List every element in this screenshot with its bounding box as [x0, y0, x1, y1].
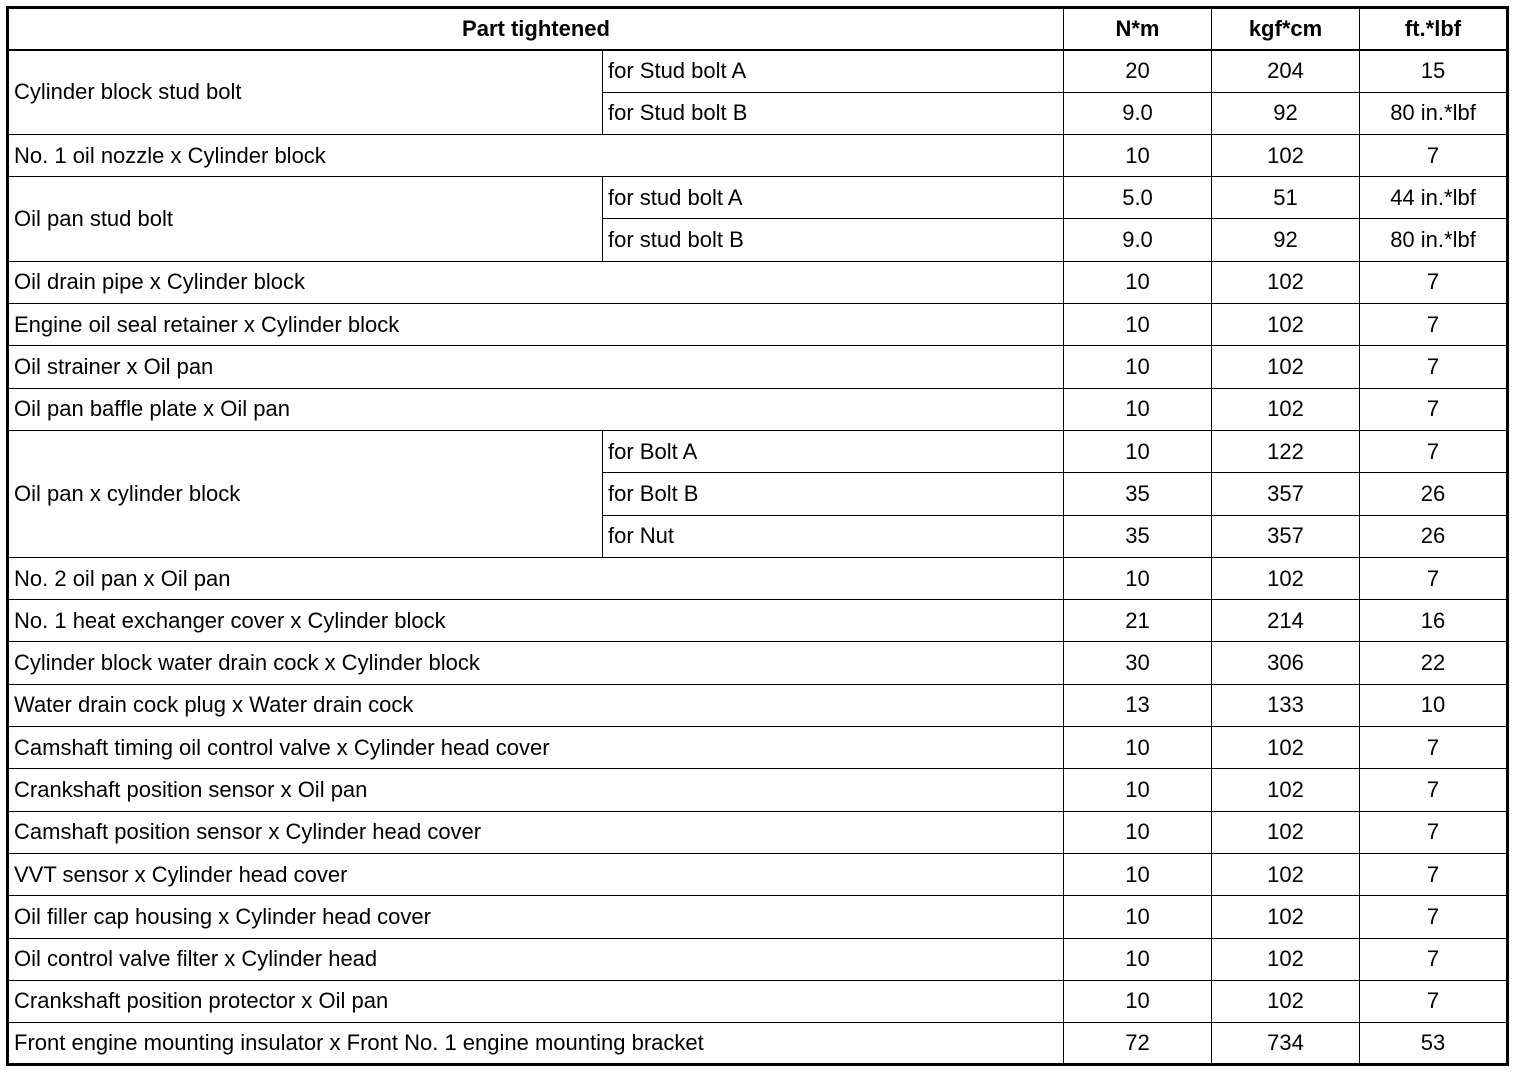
table-row [8, 853, 1508, 895]
table-row [8, 388, 1508, 430]
table-row [8, 50, 1508, 92]
torque-nm-cell: 10 [1064, 727, 1212, 769]
header-row [8, 8, 1508, 50]
part-name-cell: Crankshaft position sensor x Oil pan [8, 769, 1064, 811]
torque-kgf-cm-cell: 102 [1212, 896, 1360, 938]
sub-part-cell: for Bolt A [603, 430, 1064, 472]
torque-kgf-cm-cell: 51 [1212, 177, 1360, 219]
part-name-cell: VVT sensor x Cylinder head cover [8, 853, 1064, 895]
torque-nm-cell: 9.0 [1064, 219, 1212, 261]
torque-kgf-cm-cell: 102 [1212, 557, 1360, 599]
part-name-cell: Cylinder block water drain cock x Cylinder block [8, 642, 1064, 684]
torque-kgf-cm-cell: 102 [1212, 727, 1360, 769]
torque-kgf-cm-cell: 102 [1212, 853, 1360, 895]
part-name-cell: Cylinder block stud bolt [8, 50, 603, 135]
part-name-cell: Camshaft position sensor x Cylinder head cover [8, 811, 1064, 853]
torque-nm-cell: 10 [1064, 769, 1212, 811]
torque-kgf-cm-cell: 102 [1212, 134, 1360, 176]
torque-ft-lbf-cell: 26 [1360, 515, 1508, 557]
torque-ft-lbf-cell: 7 [1360, 261, 1508, 303]
torque-ft-lbf-cell: 22 [1360, 642, 1508, 684]
torque-nm-cell: 13 [1064, 684, 1212, 726]
torque-ft-lbf-cell: 7 [1360, 769, 1508, 811]
torque-nm-cell: 21 [1064, 600, 1212, 642]
sub-part-cell: for Bolt B [603, 473, 1064, 515]
torque-ft-lbf-cell: 80 in.*lbf [1360, 219, 1508, 261]
sub-part-cell: for Stud bolt A [603, 50, 1064, 92]
table-row [8, 261, 1508, 303]
sub-part-cell: for Nut [603, 515, 1064, 557]
torque-nm-cell: 10 [1064, 938, 1212, 980]
part-name-cell: Oil drain pipe x Cylinder block [8, 261, 1064, 303]
torque-ft-lbf-cell: 7 [1360, 980, 1508, 1022]
torque-ft-lbf-cell: 7 [1360, 304, 1508, 346]
torque-nm-cell: 10 [1064, 896, 1212, 938]
table-header [8, 8, 1508, 50]
part-name-cell: No. 2 oil pan x Oil pan [8, 557, 1064, 599]
table-row [8, 727, 1508, 769]
table-row [8, 896, 1508, 938]
torque-specification-table [6, 6, 1509, 1066]
torque-ft-lbf-cell: 7 [1360, 134, 1508, 176]
header-kgf-cm: kgf*cm [1212, 8, 1360, 50]
torque-kgf-cm-cell: 734 [1212, 1023, 1360, 1065]
torque-ft-lbf-cell: 26 [1360, 473, 1508, 515]
torque-ft-lbf-cell: 53 [1360, 1023, 1508, 1065]
table-row [8, 769, 1508, 811]
torque-kgf-cm-cell: 102 [1212, 261, 1360, 303]
torque-kgf-cm-cell: 204 [1212, 50, 1360, 92]
torque-nm-cell: 35 [1064, 473, 1212, 515]
torque-nm-cell: 10 [1064, 261, 1212, 303]
torque-nm-cell: 10 [1064, 346, 1212, 388]
table-row [8, 811, 1508, 853]
table-row [8, 600, 1508, 642]
torque-nm-cell: 10 [1064, 430, 1212, 472]
torque-nm-cell: 10 [1064, 811, 1212, 853]
torque-nm-cell: 10 [1064, 980, 1212, 1022]
sub-part-cell: for stud bolt B [603, 219, 1064, 261]
torque-ft-lbf-cell: 7 [1360, 811, 1508, 853]
torque-kgf-cm-cell: 214 [1212, 600, 1360, 642]
torque-kgf-cm-cell: 102 [1212, 811, 1360, 853]
table-row [8, 304, 1508, 346]
part-name-cell: Crankshaft position protector x Oil pan [8, 980, 1064, 1022]
table-row [8, 346, 1508, 388]
torque-ft-lbf-cell: 7 [1360, 853, 1508, 895]
part-name-cell: Camshaft timing oil control valve x Cylinder head cover [8, 727, 1064, 769]
table-row [8, 430, 1508, 472]
torque-kgf-cm-cell: 102 [1212, 304, 1360, 346]
torque-nm-cell: 10 [1064, 134, 1212, 176]
torque-ft-lbf-cell: 10 [1360, 684, 1508, 726]
part-name-cell: Water drain cock plug x Water drain cock [8, 684, 1064, 726]
part-name-cell: Oil pan baffle plate x Oil pan [8, 388, 1064, 430]
part-name-cell: Front engine mounting insulator x Front No. 1 engine mounting bracket [8, 1023, 1064, 1065]
torque-ft-lbf-cell: 15 [1360, 50, 1508, 92]
torque-ft-lbf-cell: 7 [1360, 896, 1508, 938]
torque-kgf-cm-cell: 133 [1212, 684, 1360, 726]
table-row [8, 557, 1508, 599]
header-nm: N*m [1064, 8, 1212, 50]
torque-ft-lbf-cell: 7 [1360, 938, 1508, 980]
part-name-cell: Oil strainer x Oil pan [8, 346, 1064, 388]
part-name-cell: Oil pan stud bolt [8, 177, 603, 262]
torque-kgf-cm-cell: 122 [1212, 430, 1360, 472]
part-name-cell: Oil pan x cylinder block [8, 430, 603, 557]
torque-kgf-cm-cell: 102 [1212, 769, 1360, 811]
table-row [8, 642, 1508, 684]
torque-kgf-cm-cell: 306 [1212, 642, 1360, 684]
header-part-tightened: Part tightened [8, 8, 1064, 50]
part-name-cell: No. 1 heat exchanger cover x Cylinder block [8, 600, 1064, 642]
torque-ft-lbf-cell: 7 [1360, 430, 1508, 472]
torque-nm-cell: 72 [1064, 1023, 1212, 1065]
part-name-cell: Engine oil seal retainer x Cylinder block [8, 304, 1064, 346]
table-row [8, 938, 1508, 980]
torque-nm-cell: 10 [1064, 557, 1212, 599]
torque-kgf-cm-cell: 92 [1212, 92, 1360, 134]
torque-ft-lbf-cell: 7 [1360, 557, 1508, 599]
torque-ft-lbf-cell: 80 in.*lbf [1360, 92, 1508, 134]
torque-nm-cell: 10 [1064, 853, 1212, 895]
torque-nm-cell: 9.0 [1064, 92, 1212, 134]
torque-ft-lbf-cell: 7 [1360, 388, 1508, 430]
part-name-cell: No. 1 oil nozzle x Cylinder block [8, 134, 1064, 176]
header-ft-lbf: ft.*lbf [1360, 8, 1508, 50]
torque-ft-lbf-cell: 16 [1360, 600, 1508, 642]
torque-kgf-cm-cell: 357 [1212, 473, 1360, 515]
torque-nm-cell: 5.0 [1064, 177, 1212, 219]
table-row [8, 684, 1508, 726]
torque-nm-cell: 35 [1064, 515, 1212, 557]
torque-nm-cell: 30 [1064, 642, 1212, 684]
sub-part-cell: for stud bolt A [603, 177, 1064, 219]
part-name-cell: Oil control valve filter x Cylinder head [8, 938, 1064, 980]
torque-kgf-cm-cell: 92 [1212, 219, 1360, 261]
torque-nm-cell: 20 [1064, 50, 1212, 92]
torque-ft-lbf-cell: 7 [1360, 727, 1508, 769]
table-row [8, 980, 1508, 1022]
torque-kgf-cm-cell: 102 [1212, 346, 1360, 388]
torque-kgf-cm-cell: 357 [1212, 515, 1360, 557]
sub-part-cell: for Stud bolt B [603, 92, 1064, 134]
table-row [8, 1023, 1508, 1065]
torque-nm-cell: 10 [1064, 304, 1212, 346]
part-name-cell: Oil filler cap housing x Cylinder head cover [8, 896, 1064, 938]
table-row [8, 177, 1508, 219]
torque-nm-cell: 10 [1064, 388, 1212, 430]
torque-kgf-cm-cell: 102 [1212, 938, 1360, 980]
torque-ft-lbf-cell: 7 [1360, 346, 1508, 388]
torque-ft-lbf-cell: 44 in.*lbf [1360, 177, 1508, 219]
table-row [8, 134, 1508, 176]
table-body [8, 50, 1508, 1065]
torque-kgf-cm-cell: 102 [1212, 388, 1360, 430]
torque-kgf-cm-cell: 102 [1212, 980, 1360, 1022]
